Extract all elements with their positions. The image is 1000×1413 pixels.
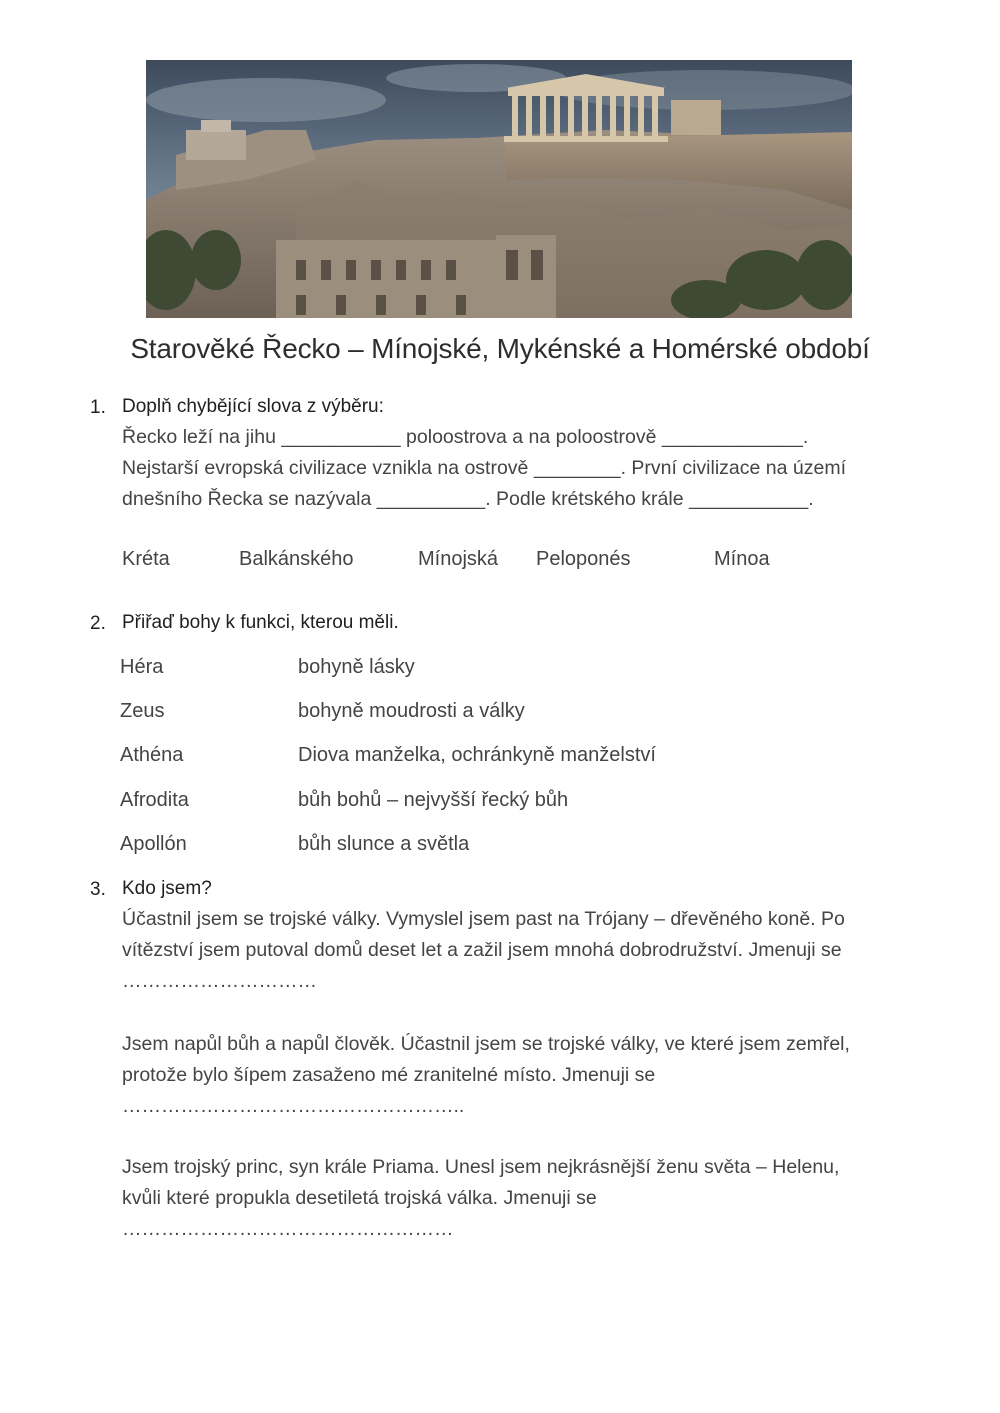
god-function: Diova manželka, ochránkyně manželství (298, 744, 656, 766)
god-name: Afrodita (120, 789, 189, 811)
answer-dots: …………………………………………….. (122, 1095, 465, 1117)
q3-line: Jsem napůl bůh a napůl člověk. Účastnil jsem se trojské války, ve které jsem zemřel, (122, 1033, 850, 1055)
q3-line: protože bylo šípem zasaženo mé zranitelné místo. Jmenuji se (122, 1064, 656, 1086)
god-name: Zeus (120, 700, 165, 722)
god-function: bůh slunce a světla (298, 833, 470, 855)
god-name: Athéna (120, 744, 184, 766)
q3-line: vítězství jsem putoval domů deset let a zažil jsem mnohá dobrodružství. Jmenuji se (122, 939, 842, 961)
word-option: Mínojská (418, 548, 499, 570)
word-option: Kréta (122, 548, 170, 570)
q2-number: 2. (90, 613, 106, 634)
answer-dots: …………………………………………… (122, 1218, 454, 1240)
q3-line: Jsem trojský princ, syn krále Priama. Unesl jsem nejkrásnější ženu světa – Helenu, (122, 1156, 840, 1178)
q1-number: 1. (90, 397, 106, 418)
q3-number: 3. (90, 879, 106, 900)
word-option: Balkánského (239, 548, 354, 570)
q3-heading: Kdo jsem? (122, 878, 212, 899)
q3-line: kvůli které propukla desetiletá trojská válka. Jmenuji se (122, 1187, 597, 1209)
q1-heading: Doplň chybějící slova z výběru: (122, 396, 384, 417)
word-option: Peloponés (536, 548, 631, 570)
god-function: bohyně lásky (298, 656, 415, 678)
q2-heading: Přiřaď bohy k funkci, kterou měli. (122, 612, 399, 633)
page-title: Starověké Řecko – Mínojské, Mykénské a Homérské období (130, 333, 870, 364)
q1-line: dnešního Řecka se nazývala __________. Podle krétského krále ___________. (122, 488, 814, 510)
god-function: bohyně moudrosti a války (298, 700, 525, 722)
answer-dots: ………………………… (122, 970, 317, 992)
god-name: Apollón (120, 833, 187, 855)
q1-line: Řecko leží na jihu ___________ poloostrova a na poloostrově _____________. (122, 426, 809, 448)
god-name: Héra (120, 656, 164, 678)
word-option: Mínoa (714, 548, 770, 570)
q1-line: Nejstarší evropská civilizace vznikla na ostrově ________. První civilizace na území (122, 457, 846, 479)
acropolis-photo (146, 60, 852, 318)
q3-line: Účastnil jsem se trojské války. Vymyslel jsem past na Trójany – dřevěného koně. Po (122, 908, 845, 930)
god-function: bůh bohů – nejvyšší řecký bůh (298, 789, 569, 811)
